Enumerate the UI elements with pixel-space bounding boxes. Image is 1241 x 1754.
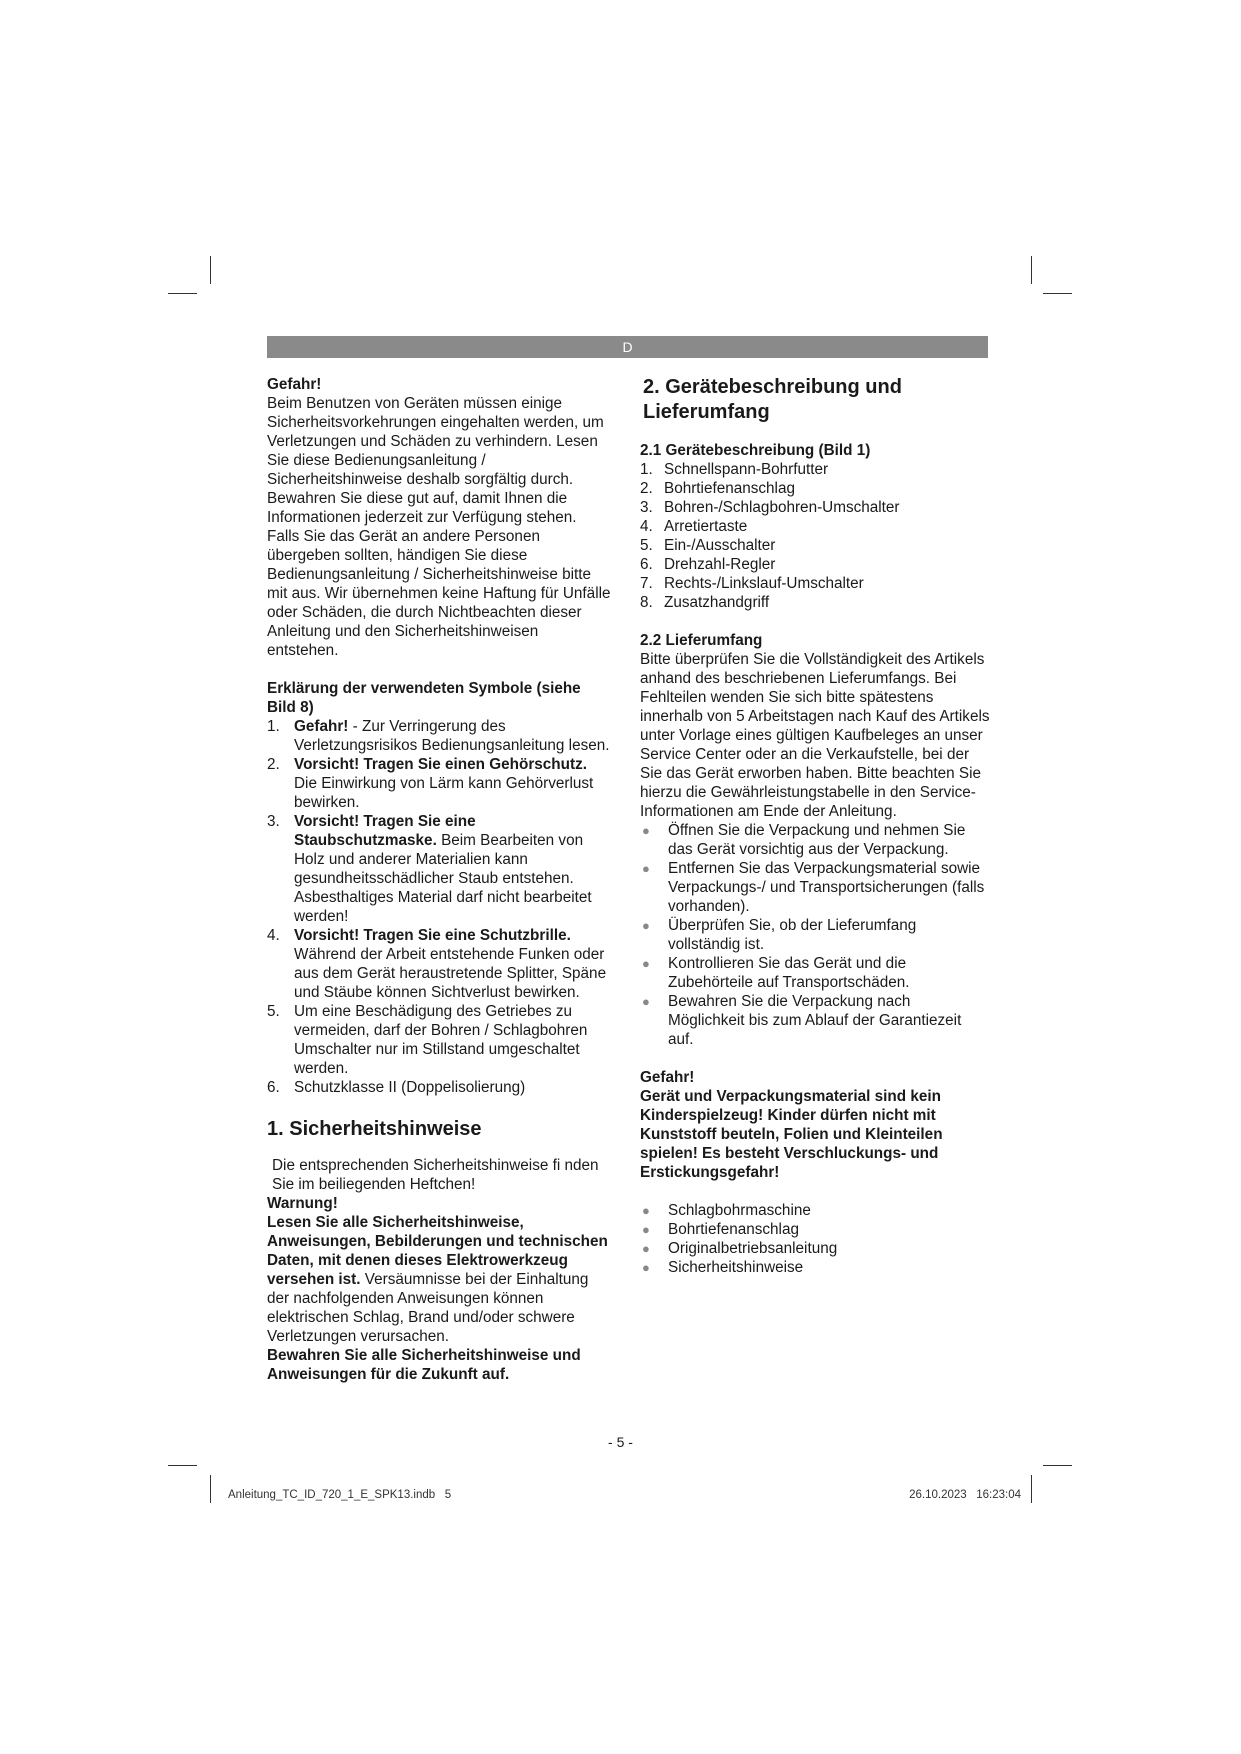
- right-column: [640, 375, 990, 1277]
- list-item: ● Kontrollieren Sie das Gerät und die Zubehörteile auf Transportschäden.: [642, 955, 910, 991]
- crop-mark: [1031, 1475, 1032, 1503]
- delivery-text: Bitte überprüfen Sie die Vollständigkeit des Artikels anhand des beschriebenen Lieferumfangs. Bei Fehlteilen wenden Sie sich bitte spätestens innerhalb von 5 Arbeitstagen nach Kauf des Artikels unter Vorlage eines gültigen Kaufbeleges an unser Service Center oder an die Verkaufstelle, bei der Sie das Gerät erworben haben. Bitte beachten Sie hierzu die Gewährleistungstabelle in den Service-Informationen am Ende der Anleitung.: [640, 651, 990, 820]
- list-item: ● Öffnen Sie die Verpackung und nehmen Sie das Gerät vorsichtig aus der Verpackung.: [642, 822, 966, 858]
- list-item: 5. Ein-/Ausschalter: [640, 537, 776, 554]
- warning-heading: Warnung!: [267, 1195, 338, 1212]
- danger-text: Gerät und Verpackungsmaterial sind kein Kinderspielzeug! Kinder dürfen nicht mit Kunststoff beuteln, Folien und Kleinteilen spielen! Es besteht Verschluckungs- und Erstickungsgefahr!: [640, 1088, 943, 1181]
- list-item: 4. Arretiertaste: [640, 518, 748, 535]
- symbols-heading: Erklärung der verwendeten Symbole (siehe Bild 8): [267, 680, 581, 716]
- list-item: ● Schlagbohrmaschine: [642, 1202, 811, 1219]
- section2-heading: 2. Gerätebeschreibung und Lieferumfang: [643, 376, 902, 423]
- delivery-contents: [640, 1201, 990, 1277]
- page-number: - 5 -: [608, 1434, 633, 1450]
- list-item: ● Entfernen Sie das Verpackungsmaterial sowie Verpackungs-/ und Transportsicherungen (falls vorhanden).: [642, 860, 985, 915]
- parts-list: [640, 460, 990, 612]
- list-item: 5. Um eine Beschädigung des Getriebes zu vermeiden, darf der Bohren / Schlagbohren Umschalter nur im Stillstand umgeschaltet werden.: [267, 1003, 588, 1077]
- crop-mark: [210, 1475, 211, 1503]
- crop-mark: [210, 256, 211, 284]
- footer-filename: Anleitung_TC_ID_720_1_E_SPK13.indb 5: [228, 1489, 452, 1501]
- section1-intro: Die entsprechenden Sicherheitshinweise fi nden Sie im beiliegenden Heftchen!: [272, 1157, 599, 1193]
- danger-heading: Gefahr!: [267, 376, 322, 393]
- warning-text: Lesen Sie alle Sicherheitshinweise, Anweisungen, Bebilderungen und technischen Daten, mit denen dieses Elektrowerkzeug versehen ist. Versäumnisse bei der Einhaltung der nachfolgenden Anweisungen können elektrischen Schlag, Brand und/oder schwere Verletzungen verursachen.: [267, 1214, 608, 1345]
- danger-text: Beim Benutzen von Geräten müssen einige Sicherheitsvorkehrungen eingehalten werden, um Verletzungen und Schäden zu verhindern. Lesen Sie diese Bedienungsanleitung / Sicherheitshinweise deshalb sorgfältig durch. Bewahren Sie diese gut auf, damit Ihnen die Informationen jederzeit zur Verfügung stehen. Falls Sie das Gerät an andere Personen übergeben sollten, händigen Sie diese Bedienungsanleitung / Sicherheitshinweise bitte mit aus. Wir übernehmen keine Haftung für Unfälle oder Schäden, die durch Nichtbeachten dieser Anleitung und den Sicherheitshinweisen entstehen.: [267, 395, 611, 659]
- crop-mark: [168, 1465, 197, 1466]
- list-item: ● Überprüfen Sie, ob der Lieferumfang vollständig ist.: [642, 917, 917, 953]
- list-item: 3. Vorsicht! Tragen Sie eine Staubschutzmaske. Beim Bearbeiten von Holz und anderer Materialien kann gesundheitsschädlicher Staub entstehen. Asbesthaltiges Material darf nicht bearbeitet werden!: [267, 813, 592, 925]
- left-column: [267, 375, 612, 1384]
- list-item: 6. Schutzklasse II (Doppelisolierung): [267, 1079, 526, 1096]
- subsection-2-1-heading: 2.1 Gerätebeschreibung (Bild 1): [640, 442, 871, 459]
- language-tab: D: [267, 336, 988, 358]
- list-item: 4. Vorsicht! Tragen Sie eine Schutzbrille. Während der Arbeit entstehende Funken oder aus dem Gerät heraustretende Splitter, Späne und Stäube können Sichtverlust bewirken.: [267, 927, 607, 1001]
- unpacking-steps: [640, 821, 990, 1049]
- list-item: 6. Drehzahl-Regler: [640, 556, 776, 573]
- list-item: 7. Rechts-/Linkslauf-Umschalter: [640, 575, 864, 592]
- crop-mark: [1043, 293, 1072, 294]
- footer-datetime: 26.10.2023 16:23:04: [909, 1489, 1021, 1501]
- list-item: ● Bohrtiefenanschlag: [642, 1221, 799, 1238]
- crop-mark: [1031, 256, 1032, 284]
- subsection-2-2-heading: 2.2 Lieferumfang: [640, 632, 763, 649]
- symbols-list: [267, 717, 612, 1097]
- section1-heading: 1. Sicherheitshinweise: [267, 1118, 482, 1140]
- list-item: ● Originalbetriebsanleitung: [642, 1240, 838, 1257]
- list-item: 8. Zusatzhandgriff: [640, 594, 770, 611]
- list-item: 1. Gefahr! - Zur Verringerung des Verletzungsrisikos Bedienungsanleitung lesen.: [267, 718, 610, 754]
- list-item: ● Sicherheitshinweise: [642, 1259, 804, 1276]
- crop-mark: [168, 293, 197, 294]
- crop-mark: [1043, 1465, 1072, 1466]
- list-item: 2. Bohrtiefenanschlag: [640, 480, 795, 497]
- list-item: 1. Schnellspann-Bohrfutter: [640, 461, 829, 478]
- keep-instructions: Bewahren Sie alle Sicherheitshinweise und Anweisungen für die Zukunft auf.: [267, 1347, 581, 1383]
- list-item: 2. Vorsicht! Tragen Sie einen Gehörschutz. Die Einwirkung von Lärm kann Gehörverlust bewirken.: [267, 756, 594, 811]
- list-item: ● Bewahren Sie die Verpackung nach Möglichkeit bis zum Ablauf der Garantiezeit auf.: [642, 993, 962, 1048]
- list-item: 3. Bohren-/Schlagbohren-Umschalter: [640, 499, 900, 516]
- danger-heading: Gefahr!: [640, 1069, 695, 1086]
